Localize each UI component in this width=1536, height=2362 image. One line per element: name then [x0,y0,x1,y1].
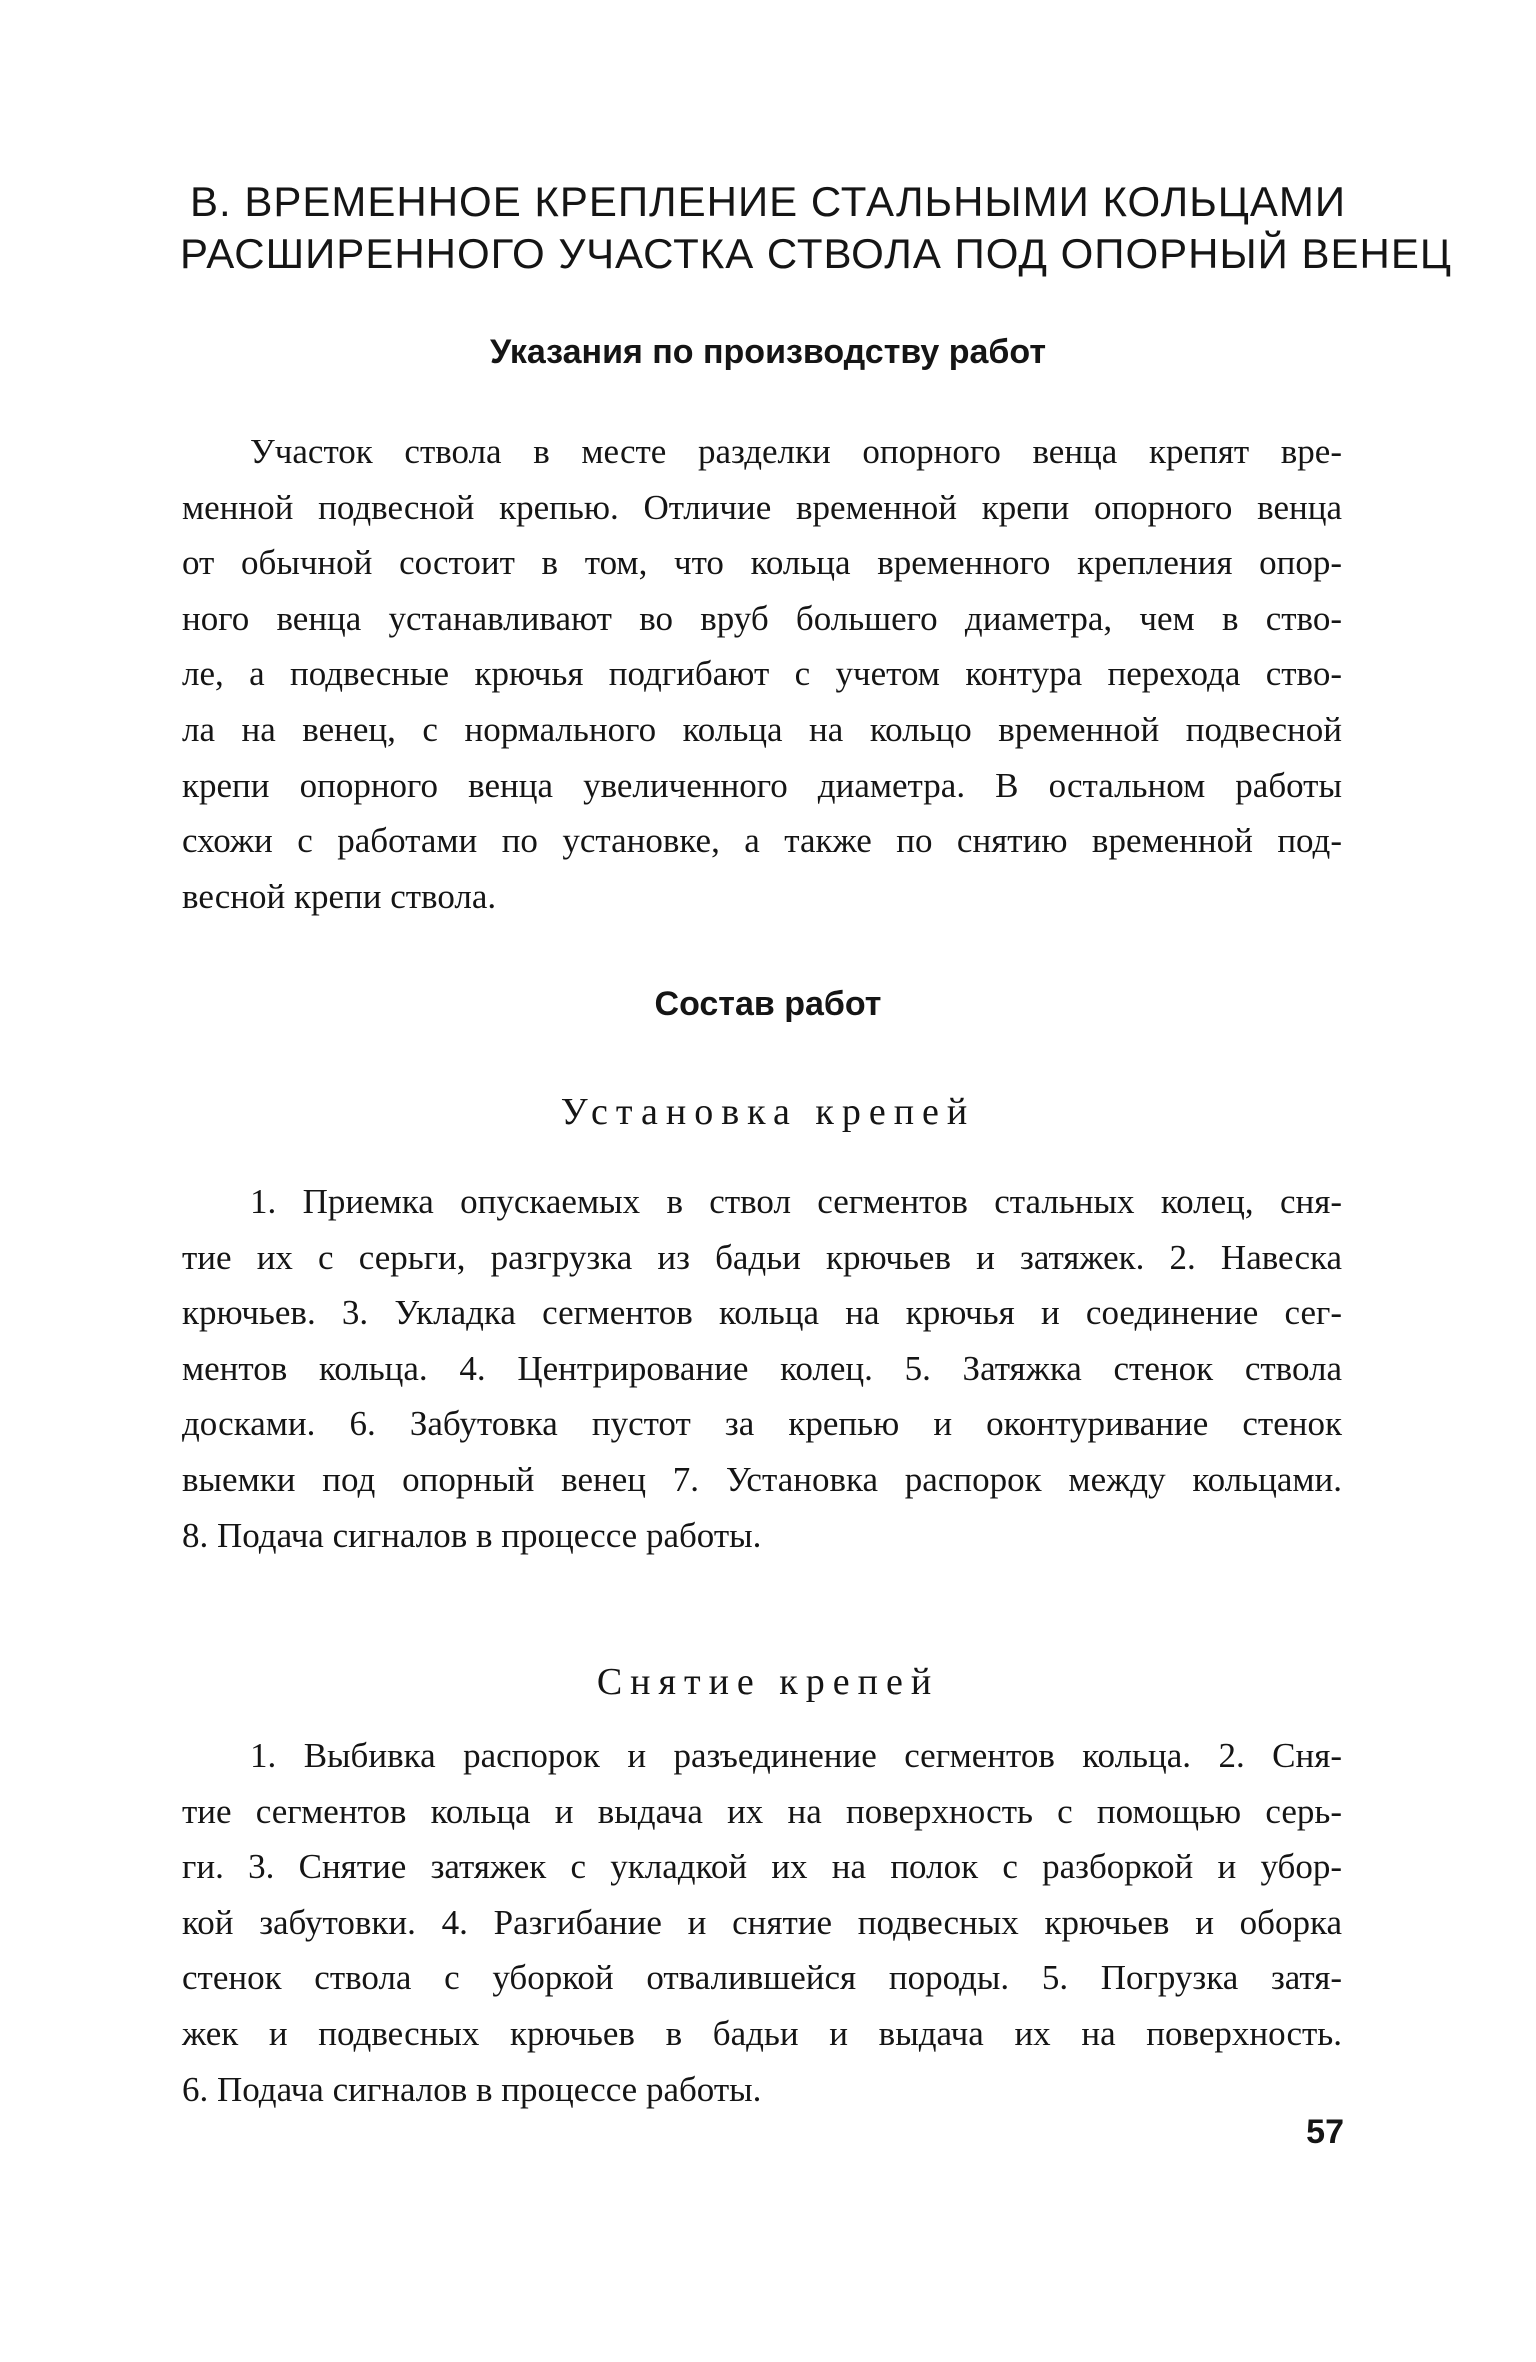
paragraph-line: 1. Приемка опускаемых в ствол сегментов стальных колец, сня- [250,1182,1342,1221]
paragraph-line: 6. Подача сигналов в процессе работы. [182,2069,762,2109]
paragraph-line: стенок ствола с уборкой отвалившейся породы. 5. Погрузка затя- [182,1958,1342,1998]
paragraph-line: менной подвесной крепью. Отличие временной крепи опорного венца [182,487,1342,527]
page-title-line-2: РАСШИРЕННОГО УЧАСТКА СТВОЛА ПОД ОПОРНЫЙ ВЕНЕЦ [180,230,1452,277]
installation-heading: Установка крепей [560,1091,976,1133]
paragraph-line: ги. 3. Снятие затяжек с укладкой их на полок с разборкой и убор- [182,1847,1342,1887]
paragraph-line: от обычной состоит в том, что кольца временного крепления опор- [182,543,1342,583]
installation-paragraph [182,1174,1342,1563]
composition-heading: Состав работ [654,985,882,1023]
paragraph-line: жек и подвесных крючьев в бадьи и выдача их на поверхность. [182,2013,1342,2053]
instructions-paragraph [182,424,1342,924]
removal-paragraph [182,1728,1342,2117]
paragraph-line: досками. 6. Забутовка пустот за крепью и оконтуривание стенок [182,1404,1342,1444]
paragraph-line: ментов кольца. 4. Центрирование колец. 5. Затяжка стенок ствола [182,1348,1342,1388]
page-number: 57 [1306,2113,1344,2151]
paragraph-line: крючьев. 3. Укладка сегментов кольца на крючья и соединение сег- [182,1293,1342,1333]
paragraph-line: Участок ствола в месте разделки опорного венца крепят вре- [250,432,1342,471]
paragraph-line: кой забутовки. 4. Разгибание и снятие подвесных крючьев и оборка [182,1902,1342,1942]
paragraph-line: 1. Выбивка распорок и разъединение сегментов кольца. 2. Сня- [250,1736,1342,1775]
paragraph-line: ле, а подвесные крючья подгибают с учетом контура перехода ство- [182,654,1342,694]
paragraph-line: весной крепи ствола. [182,876,497,916]
paragraph-line: ла на венец, с нормального кольца на кольцо временной подвесной [182,709,1342,749]
paragraph-line: крепи опорного венца увеличенного диаметра. В остальном работы [182,765,1342,805]
paragraph-line: схожи с работами по установке, а также по снятию временной под- [182,821,1342,861]
paragraph-line: ного венца устанавливают во вруб большего диаметра, чем в ство- [182,598,1342,638]
instructions-heading: Указания по производству работ [489,333,1047,371]
page-title-line-1: В. ВРЕМЕННОЕ КРЕПЛЕНИЕ СТАЛЬНЫМИ КОЛЬЦАМИ [189,178,1347,225]
paragraph-line: тие их с серьги, разгрузка из бадьи крючьев и затяжек. 2. Навеска [182,1237,1342,1277]
paragraph-line: тие сегментов кольца и выдача их на поверхность с помощью серь- [182,1791,1342,1831]
paragraph-line: 8. Подача сигналов в процессе работы. [182,1515,762,1555]
removal-heading: Снятие крепей [596,1661,940,1703]
paragraph-line: выемки под опорный венец 7. Установка распорок между кольцами. [182,1459,1342,1499]
